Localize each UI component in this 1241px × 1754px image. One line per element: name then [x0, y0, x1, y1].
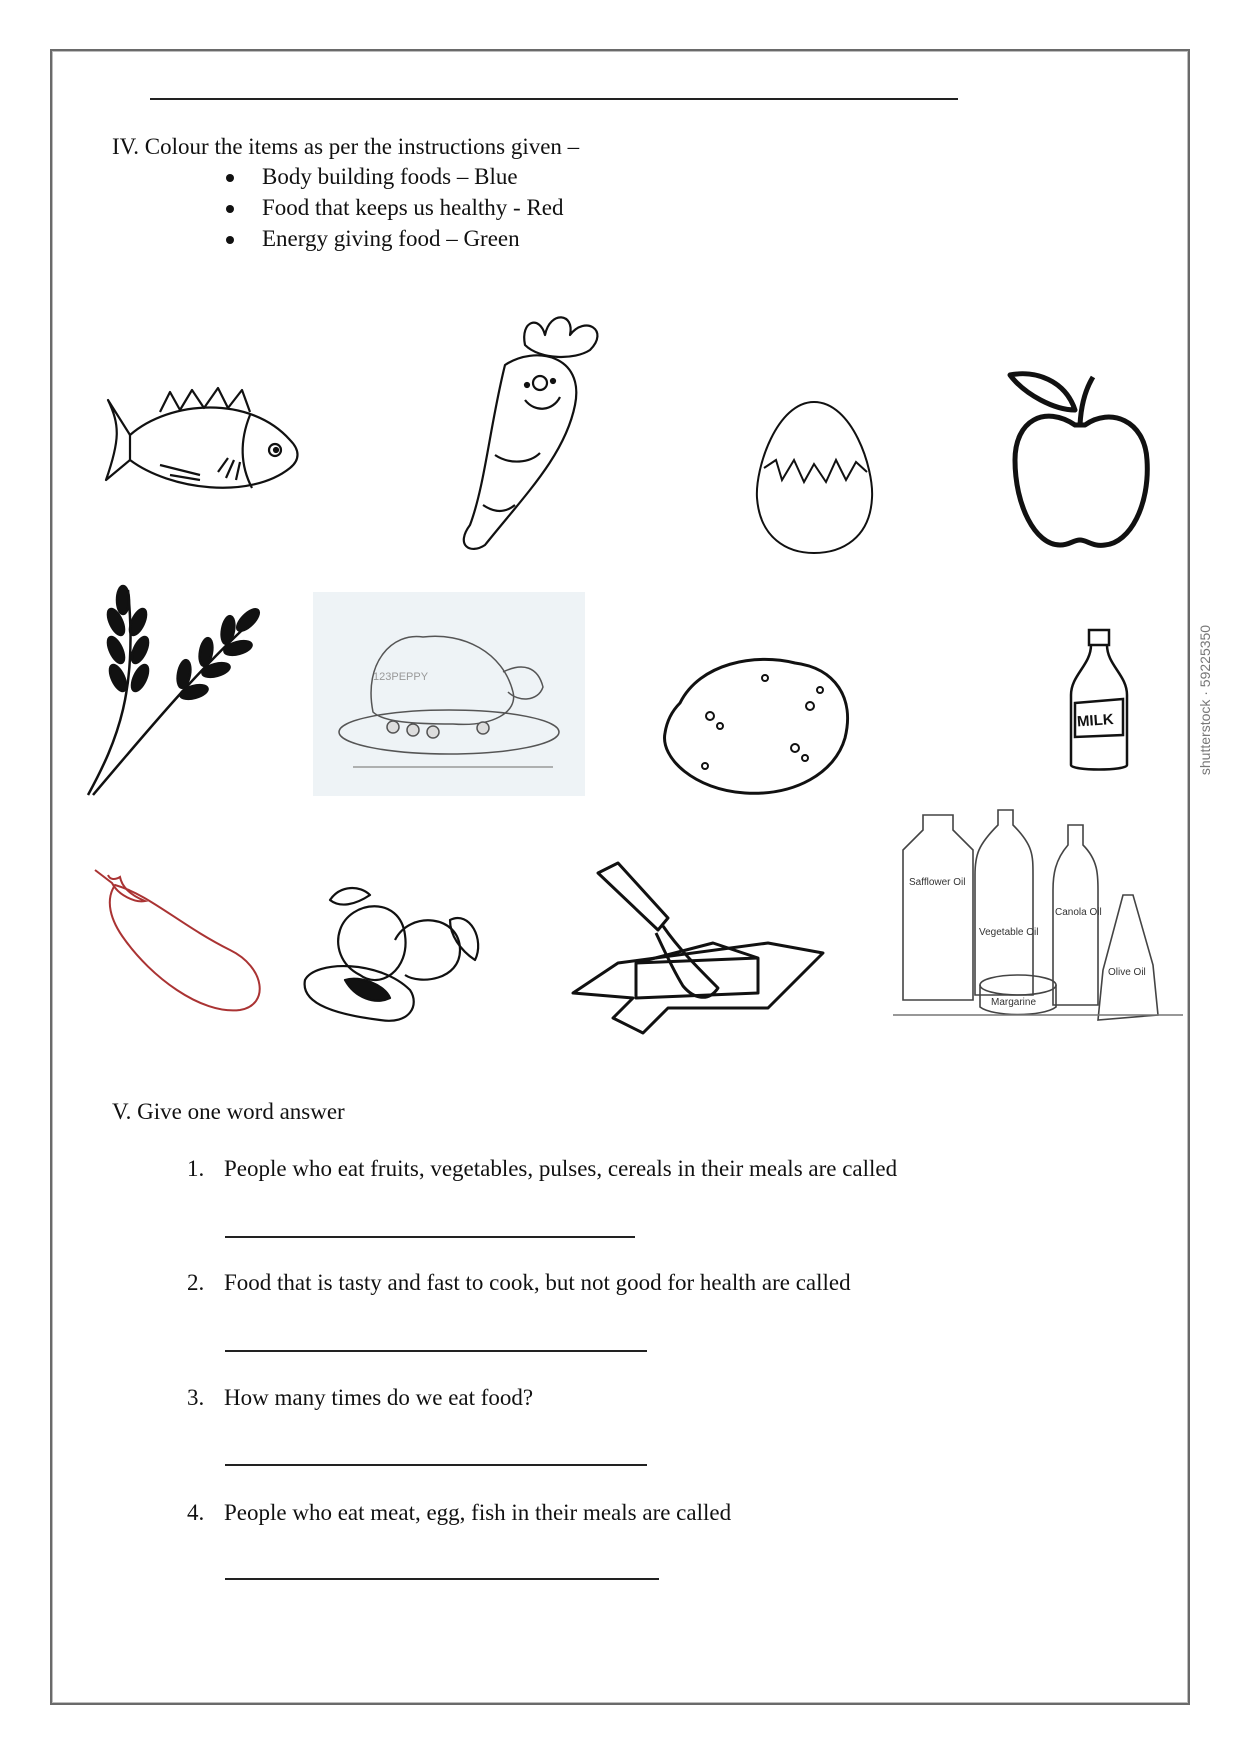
milk-label-text: MILK — [1076, 710, 1115, 731]
potato-picture — [655, 648, 855, 798]
roast-chicken-picture — [313, 592, 585, 796]
fish-picture — [100, 380, 310, 505]
instruction-red: Food that keeps us healthy - Red — [262, 195, 564, 220]
oil-label-vegetable: Vegetable Oil — [979, 927, 1039, 938]
bullet-icon — [226, 205, 234, 213]
mango-picture — [300, 880, 490, 1030]
instruction-green: Energy giving food – Green — [262, 226, 520, 251]
answer-line-1[interactable] — [225, 1236, 635, 1238]
question-4-number: 4. — [187, 1500, 205, 1525]
carrot-picture — [445, 305, 615, 560]
milk-bottle-picture — [1063, 625, 1135, 775]
question-2-number: 2. — [187, 1270, 205, 1295]
roast-watermark-text: 123PEPPY — [373, 671, 429, 683]
section-4-heading: IV. Colour the items as per the instructions given – — [112, 134, 580, 159]
oil-label-olive: Olive Oil — [1108, 967, 1146, 978]
bullet-icon — [226, 236, 234, 244]
oil-label-safflower: Safflower Oil — [909, 877, 966, 888]
answer-line-4[interactable] — [225, 1578, 659, 1580]
oil-label-canola: Canola Oil — [1055, 907, 1102, 918]
instruction-blue: Body building foods – Blue — [262, 164, 518, 189]
question-4-text: People who eat meat, egg, fish in their meals are called — [224, 1500, 732, 1525]
brinjal-picture — [90, 865, 270, 1017]
bullet-icon — [226, 174, 234, 182]
question-1-number: 1. — [187, 1156, 205, 1181]
wheat-picture — [78, 560, 263, 800]
top-rule — [150, 98, 958, 100]
shutterstock-watermark: shutterstock · 59225350 — [1197, 624, 1213, 776]
apple-picture — [1005, 365, 1155, 555]
question-1-text: People who eat fruits, vegetables, pulses, cereals in their meals are called — [224, 1156, 898, 1181]
egg-picture — [752, 398, 877, 556]
question-3-text: How many times do we eat food? — [224, 1385, 534, 1410]
oil-label-margarine: Margarine — [991, 997, 1037, 1008]
answer-line-2[interactable] — [225, 1350, 647, 1352]
question-2-text: Food that is tasty and fast to cook, but not good for health are called — [224, 1270, 851, 1295]
question-3-number: 3. — [187, 1385, 205, 1410]
answer-line-3[interactable] — [225, 1464, 647, 1466]
section-5-heading: V. Give one word answer — [112, 1099, 345, 1124]
butter-picture — [568, 858, 848, 1036]
oil-bottles-picture — [893, 805, 1183, 1030]
